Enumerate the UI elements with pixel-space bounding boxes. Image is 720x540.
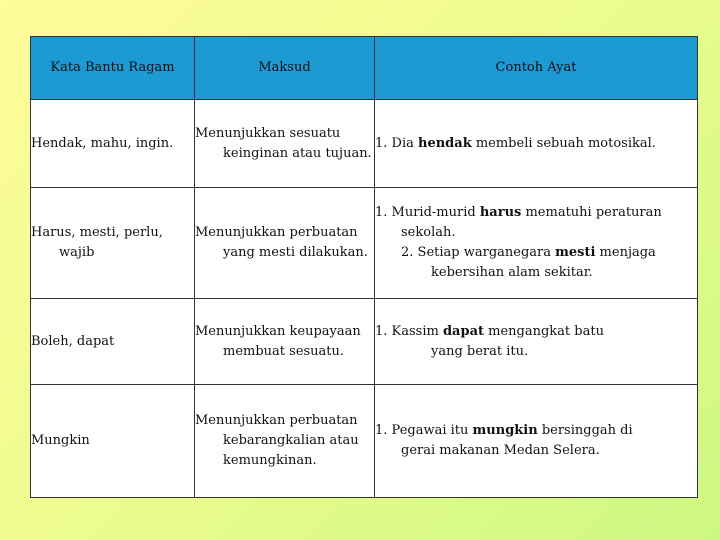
example-text: menjaga xyxy=(595,245,656,260)
meaning-text: keinginan atau tujuan. xyxy=(223,145,372,161)
words-cell xyxy=(31,299,195,385)
meaning-text: kemungkinan. xyxy=(223,453,317,468)
example-text: mengangkat batu xyxy=(484,323,604,339)
meaning-cell xyxy=(195,299,375,385)
example-cell xyxy=(375,299,698,385)
words-text: Harus, mesti, perlu, xyxy=(31,225,163,240)
example-line: sekolah. xyxy=(401,225,456,240)
example-line xyxy=(375,243,697,263)
meaning-cell xyxy=(195,100,375,188)
meaning-text: Menunjukkan keupayaan xyxy=(195,323,361,339)
meaning-text: Menunjukkan sesuatu xyxy=(195,125,341,141)
words-cell xyxy=(31,188,195,299)
table-row xyxy=(31,188,698,299)
header-contoh-ayat: Contoh Ayat xyxy=(375,37,698,100)
table-row xyxy=(31,299,698,385)
header-maksud: Maksud xyxy=(195,37,375,100)
example-text: 2. Setiap warganegara xyxy=(401,245,556,260)
example-keyword: hendak xyxy=(418,135,472,151)
example-keyword: mesti xyxy=(555,245,596,260)
example-line: kebersihan alam sekitar. xyxy=(431,265,593,280)
meaning-text: yang mesti dilakukan. xyxy=(223,245,368,260)
example-keyword: harus xyxy=(479,205,522,220)
meaning-cell xyxy=(195,385,375,498)
meaning-text: Menunjukkan perbuatan xyxy=(195,413,358,428)
header-kata-bantu-ragam: Kata Bantu Ragam xyxy=(31,37,195,100)
example-keyword: mungkin xyxy=(472,423,538,438)
example-line xyxy=(375,421,697,441)
words-cell xyxy=(31,385,195,498)
meaning-text: membuat sesuatu. xyxy=(223,343,345,359)
words-text: Hendak, mahu, ingin. xyxy=(31,135,174,151)
meaning-text: kebarangkalian atau xyxy=(223,433,359,448)
table-row xyxy=(31,100,698,188)
words-text: wajib xyxy=(59,245,95,260)
example-line: yang berat itu. xyxy=(431,343,529,359)
words-text: Boleh, dapat xyxy=(31,333,115,349)
example-text: 1. Pegawai itu xyxy=(375,423,473,438)
example-line: gerai makanan Medan Selera. xyxy=(401,443,600,458)
meaning-cell xyxy=(195,188,375,299)
example-cell xyxy=(375,100,698,188)
example-text: 1. Murid-murid xyxy=(375,205,480,220)
words-cell xyxy=(31,100,195,188)
example-text: mematuhi peraturan xyxy=(521,205,662,220)
example-text: 1. Kassim xyxy=(375,323,443,339)
kata-bantu-table xyxy=(30,36,698,498)
example-text: membeli sebuah motosikal. xyxy=(471,135,656,151)
example-line xyxy=(375,203,697,223)
header-row xyxy=(31,37,698,100)
words-text: Mungkin xyxy=(31,433,90,448)
example-line xyxy=(375,134,697,154)
example-line xyxy=(375,322,697,342)
table-row xyxy=(31,385,698,498)
example-keyword: dapat xyxy=(442,323,484,339)
example-cell xyxy=(375,385,698,498)
example-text: 1. Dia xyxy=(375,135,418,151)
meaning-text: Menunjukkan perbuatan xyxy=(195,225,358,240)
example-text: bersinggah di xyxy=(537,423,633,438)
example-cell xyxy=(375,188,698,299)
